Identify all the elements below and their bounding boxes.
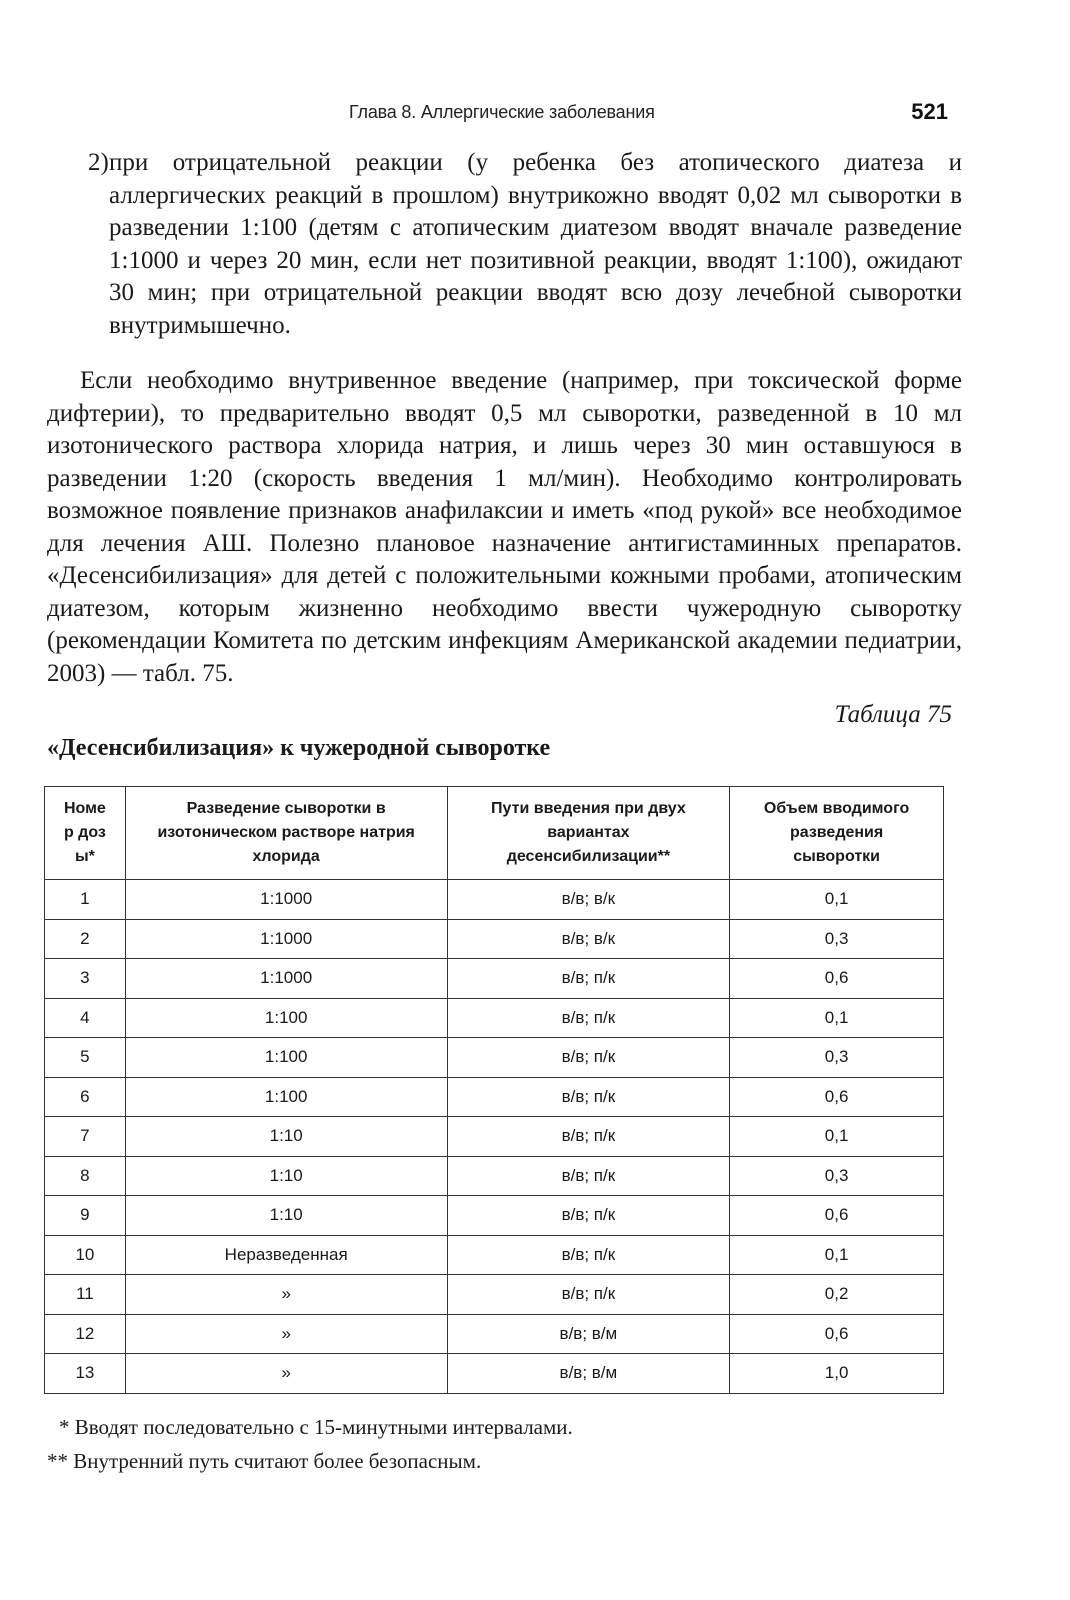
cell-volume: 0,2 [730,1275,944,1315]
table-title: «Десенсибилизация» к чужеродной сыворотке [47,735,551,761]
cell-volume: 0,6 [730,959,944,999]
cell-volume: 0,6 [730,1077,944,1117]
cell-volume: 0,6 [730,1314,944,1354]
cell-dilution: 1:10 [125,1196,447,1236]
table-label: Таблица 75 [834,701,952,728]
cell-dilution: Неразведенная [125,1235,447,1275]
cell-volume: 0,3 [730,1156,944,1196]
table-row [45,1038,944,1078]
footnotes [47,1410,573,1478]
table-row [45,1235,944,1275]
cell-dilution: » [125,1354,447,1394]
table-row [45,1117,944,1157]
cell-dilution: 1:1000 [125,959,447,999]
cell-route: в/в; в/к [447,919,730,959]
cell-dilution: 1:1000 [125,880,447,920]
table-row [45,1354,944,1394]
table-row [45,959,944,999]
cell-route: в/в; п/к [447,959,730,999]
cell-volume: 0,1 [730,998,944,1038]
footnote-2: ** Внутренний путь считают более безопасным. [47,1449,482,1473]
cell-dose: 2 [45,919,126,959]
table-row [45,1077,944,1117]
table-row [45,1196,944,1236]
cell-route: в/в; п/к [447,1156,730,1196]
cell-route: в/в; п/к [447,1077,730,1117]
cell-dose: 4 [45,998,126,1038]
header-routes: Пути введения при двух вариантах десенсибилизации** [447,787,730,880]
cell-route: в/в; п/к [447,1038,730,1078]
header-dose-number: Номер дозы* [45,787,126,880]
cell-dilution: 1:100 [125,1077,447,1117]
cell-route: в/в; п/к [447,1235,730,1275]
cell-volume: 0,3 [730,1038,944,1078]
cell-volume: 0,1 [730,1235,944,1275]
cell-route: в/в; в/м [447,1354,730,1394]
table-row [45,880,944,920]
cell-dose: 8 [45,1156,126,1196]
table-row [45,919,944,959]
cell-dilution: » [125,1275,447,1315]
cell-volume: 0,1 [730,880,944,920]
cell-volume: 0,6 [730,1196,944,1236]
table-row [45,998,944,1038]
cell-dose: 13 [45,1354,126,1394]
cell-volume: 1,0 [730,1354,944,1394]
cell-volume: 0,1 [730,1117,944,1157]
table-row [45,1314,944,1354]
cell-dilution: 1:10 [125,1117,447,1157]
table-header-row [45,787,944,880]
cell-dilution: » [125,1314,447,1354]
cell-route: в/в; в/к [447,880,730,920]
cell-dose: 7 [45,1117,126,1157]
list-item-2 [80,147,962,342]
page-number: 521 [911,99,948,124]
cell-route: в/в; п/к [447,1117,730,1157]
cell-dose: 12 [45,1314,126,1354]
cell-dilution: 1:10 [125,1156,447,1196]
header-volume: Объем вводимого разведения сыворотки [730,787,944,880]
cell-route: в/в; п/к [447,1196,730,1236]
list-item-number: 2) [88,149,109,176]
cell-route: в/в; в/м [447,1314,730,1354]
cell-dilution: 1:100 [125,998,447,1038]
cell-dose: 9 [45,1196,126,1236]
table-row [45,1156,944,1196]
cell-dilution: 1:100 [125,1038,447,1078]
cell-route: в/в; п/к [447,998,730,1038]
cell-dose: 5 [45,1038,126,1078]
cell-route: в/в; п/к [447,1275,730,1315]
list-item-text: при отрицательной реакции (у ребенка без атопического диатеза и аллергических реакций в прошлом) внутрикожно вводят 0,02 мл сыворотки в разведении 1:100 (детям с атопическим диатезом вводят вначале разведение 1:1000 и через 20 мин, если нет позитивной реакции, вводят 1:100), ожидают 30 мин; при отрицательной реакции вводят всю дозу лечебной сыворотки внутримышечно. [109,149,962,339]
cell-dose: 6 [45,1077,126,1117]
footnote-1: * Вводят последовательно с 15-минутными интервалами. [59,1415,573,1439]
running-header [0,99,1070,132]
cell-dose: 3 [45,959,126,999]
cell-dose: 11 [45,1275,126,1315]
body-paragraph: Если необходимо внутривенное введение (например, при токсической форме дифтерии), то предварительно вводят 0,5 мл сыворотки, разведенной в 10 мл изотонического раствора хлорида натрия, и лишь через 30 мин оставшуюся в разведении 1:20 (скорость введения 1 мл/мин). Необходимо контролировать возможное появление признаков анафилаксии и иметь «под рукой» все необходимое для лечения АШ. Полезно плановое назначение антигистаминных препаратов. «Десенсибилизация» для детей с положительными кожными пробами, атопическим диатезом, которым жизненно необходимо ввести чужеродную сыворотку (рекомендации Комитета по детским инфекциям Американской академии педиатрии, 2003) — табл. 75. [47,367,962,687]
cell-volume: 0,3 [730,919,944,959]
desensitization-table [44,786,944,1394]
cell-dose: 10 [45,1235,126,1275]
chapter-title: Глава 8. Аллергические заболевания [349,102,655,122]
cell-dilution: 1:1000 [125,919,447,959]
header-dilution: Разведение сыворотки в изотоническом растворе натрия хлорида [125,787,447,880]
cell-dose: 1 [45,880,126,920]
table-row [45,1275,944,1315]
